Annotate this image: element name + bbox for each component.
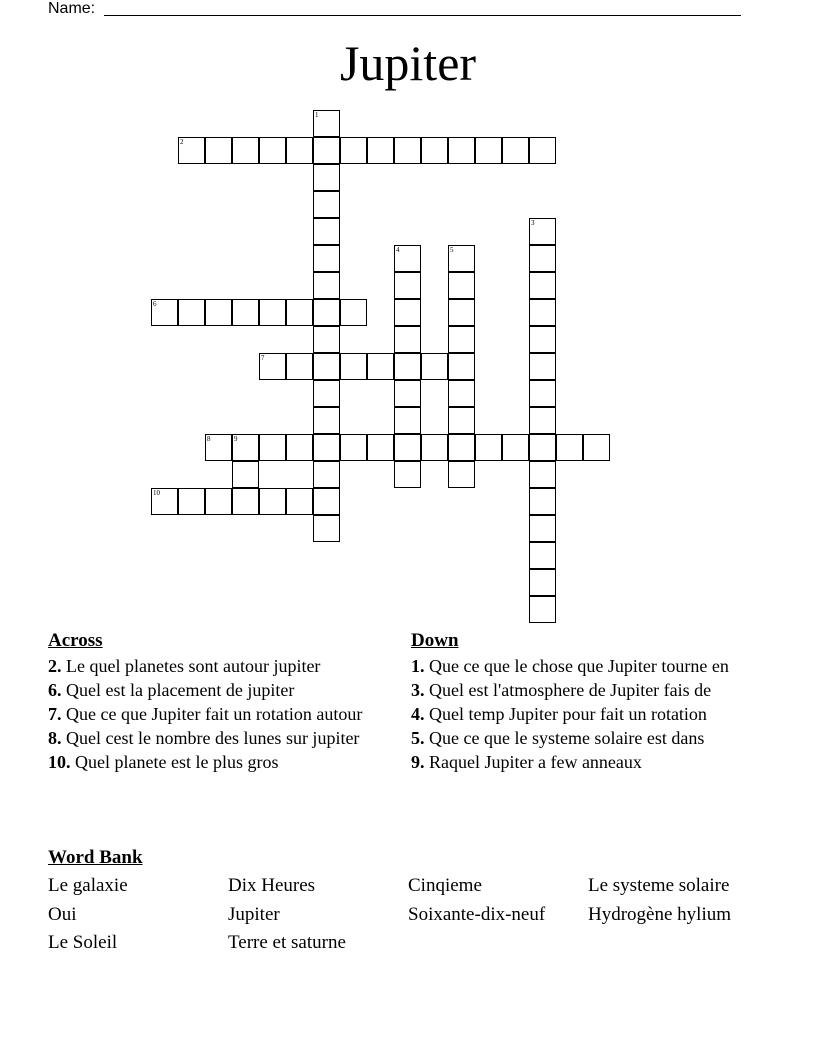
crossword-cell[interactable] (259, 434, 286, 461)
crossword-cell[interactable] (232, 488, 259, 515)
crossword-cell[interactable] (583, 434, 610, 461)
clue-number: 10 (153, 489, 160, 497)
clue-number: 5 (450, 246, 454, 254)
crossword-cell[interactable] (286, 434, 313, 461)
clue-number: 2 (180, 138, 184, 146)
word-bank-item: Terre et saturne (228, 932, 346, 953)
crossword-cell[interactable] (448, 137, 475, 164)
crossword-cell[interactable] (394, 245, 421, 272)
crossword-cell[interactable] (286, 353, 313, 380)
down-clue: 5. Que ce que le systeme solaire est dans (411, 728, 705, 748)
across-clue: 6. Quel est la placement de jupiter (48, 680, 295, 700)
word-bank-item: Le galaxie (48, 875, 128, 896)
crossword-cell[interactable] (340, 434, 367, 461)
crossword-cell[interactable] (232, 299, 259, 326)
crossword-cell[interactable] (502, 434, 529, 461)
crossword-cell[interactable] (367, 137, 394, 164)
word-bank-item: Jupiter (228, 904, 280, 925)
crossword-cell[interactable] (313, 515, 340, 542)
crossword-cell[interactable] (529, 407, 556, 434)
crossword-cell[interactable] (448, 299, 475, 326)
crossword-cell[interactable] (529, 461, 556, 488)
crossword-cell[interactable] (448, 326, 475, 353)
crossword-cell[interactable] (529, 569, 556, 596)
crossword-cell[interactable] (529, 137, 556, 164)
crossword-cell[interactable] (529, 380, 556, 407)
clue-number: 4 (396, 246, 400, 254)
down-clue: 1. Que ce que le chose que Jupiter tourne en (411, 656, 729, 676)
crossword-cell[interactable] (151, 488, 178, 515)
crossword-cell[interactable] (448, 353, 475, 380)
crossword-cell[interactable] (448, 380, 475, 407)
crossword-cell[interactable] (232, 461, 259, 488)
clue-number: 8 (207, 435, 211, 443)
down-clue: 4. Quel temp Jupiter pour fait un rotation (411, 704, 707, 724)
crossword-cell[interactable] (313, 434, 340, 461)
crossword-cell[interactable] (529, 245, 556, 272)
crossword-cell[interactable] (502, 137, 529, 164)
crossword-cell[interactable] (151, 299, 178, 326)
crossword-cell[interactable] (394, 434, 421, 461)
crossword-cell[interactable] (529, 542, 556, 569)
crossword-cell[interactable] (421, 353, 448, 380)
down-clue: 3. Quel est l'atmosphere de Jupiter fais de (411, 680, 712, 700)
crossword-cell[interactable] (394, 326, 421, 353)
crossword-cell[interactable] (421, 137, 448, 164)
crossword-cell[interactable] (313, 488, 340, 515)
clue-number: 9 (234, 435, 238, 443)
crossword-cell[interactable] (529, 272, 556, 299)
down-clue-list (411, 656, 751, 776)
crossword-cell[interactable] (259, 353, 286, 380)
crossword-cell[interactable] (286, 488, 313, 515)
crossword-cell[interactable] (313, 218, 340, 245)
across-clue: 2. Le quel planetes sont autour jupiter (48, 656, 321, 676)
word-bank-item: Le systeme solaire (588, 875, 730, 896)
crossword-cell[interactable] (205, 434, 232, 461)
crossword-cell[interactable] (313, 272, 340, 299)
word-bank-item: Hydrogène hylium (588, 904, 732, 925)
crossword-cell[interactable] (313, 407, 340, 434)
crossword-cell[interactable] (529, 326, 556, 353)
crossword-cell[interactable] (394, 353, 421, 380)
clue-number: 1 (315, 111, 319, 119)
crossword-cell[interactable] (286, 137, 313, 164)
crossword-cell[interactable] (178, 299, 205, 326)
word-bank-item: Cinqieme (408, 875, 482, 896)
name-label: Name: (48, 0, 96, 17)
word-bank-item: Dix Heures (228, 875, 316, 896)
crossword-cell[interactable] (448, 272, 475, 299)
crossword-cell[interactable] (394, 461, 421, 488)
clue-number: 6 (153, 300, 157, 308)
crossword-cell[interactable] (340, 299, 367, 326)
crossword-cell[interactable] (259, 299, 286, 326)
crossword-cell[interactable] (205, 137, 232, 164)
across-clue: 8. Quel cest le nombre des lunes sur jupiter (48, 728, 360, 748)
clue-number: 3 (531, 219, 535, 227)
crossword-cell[interactable] (529, 434, 556, 461)
crossword-cell[interactable] (313, 245, 340, 272)
word-bank-item: Oui (48, 904, 77, 925)
crossword-cell[interactable] (313, 299, 340, 326)
clue-number: 7 (261, 354, 265, 362)
crossword-cell[interactable] (313, 164, 340, 191)
crossword-cell[interactable] (394, 137, 421, 164)
word-bank-item: Le Soleil (48, 932, 118, 953)
crossword-cell[interactable] (178, 488, 205, 515)
crossword-cell[interactable] (529, 515, 556, 542)
crossword-cell[interactable] (394, 299, 421, 326)
page-title: Jupiter (339, 35, 477, 91)
crossword-cell[interactable] (340, 353, 367, 380)
crossword-cell[interactable] (286, 299, 313, 326)
across-clue-list (48, 656, 363, 776)
crossword-cell[interactable] (205, 488, 232, 515)
crossword-cell[interactable] (232, 137, 259, 164)
crossword-cell[interactable] (313, 326, 340, 353)
crossword-cell[interactable] (475, 137, 502, 164)
down-heading: Down (411, 630, 459, 651)
crossword-cell[interactable] (448, 407, 475, 434)
crossword-cell[interactable] (529, 218, 556, 245)
crossword-cell[interactable] (367, 434, 394, 461)
crossword-cell[interactable] (394, 380, 421, 407)
down-clue: 9. Raquel Jupiter a few anneaux (411, 752, 642, 772)
crossword-cell[interactable] (205, 299, 232, 326)
crossword-cell[interactable] (394, 407, 421, 434)
crossword-cell[interactable] (448, 434, 475, 461)
crossword-cell[interactable] (259, 137, 286, 164)
crossword-cell[interactable] (232, 434, 259, 461)
crossword-cell[interactable] (313, 461, 340, 488)
crossword-cell[interactable] (556, 434, 583, 461)
crossword-cell[interactable] (448, 245, 475, 272)
crossword-cell[interactable] (529, 353, 556, 380)
across-clue: 7. Que ce que Jupiter fait un rotation autour (48, 704, 363, 724)
crossword-cell[interactable] (313, 137, 340, 164)
crossword-cell[interactable] (421, 434, 448, 461)
across-clue: 10. Quel planete est le plus gros (48, 752, 279, 772)
crossword-cell[interactable] (340, 137, 367, 164)
crossword-cell[interactable] (178, 137, 205, 164)
crossword-cell[interactable] (448, 461, 475, 488)
crossword-cell[interactable] (367, 353, 394, 380)
crossword-cell[interactable] (529, 488, 556, 515)
crossword-cell[interactable] (394, 272, 421, 299)
word-bank-heading: Word Bank (48, 847, 143, 868)
crossword-cell[interactable] (475, 434, 502, 461)
crossword-cell[interactable] (259, 488, 286, 515)
crossword-cell[interactable] (529, 596, 556, 623)
word-bank-item: Soixante-dix-neuf (408, 904, 546, 925)
crossword-cell[interactable] (313, 380, 340, 407)
crossword-cell[interactable] (313, 353, 340, 380)
crossword-cell[interactable] (313, 191, 340, 218)
crossword-cell[interactable] (313, 110, 340, 137)
crossword-cell[interactable] (529, 299, 556, 326)
across-heading: Across (48, 630, 103, 651)
